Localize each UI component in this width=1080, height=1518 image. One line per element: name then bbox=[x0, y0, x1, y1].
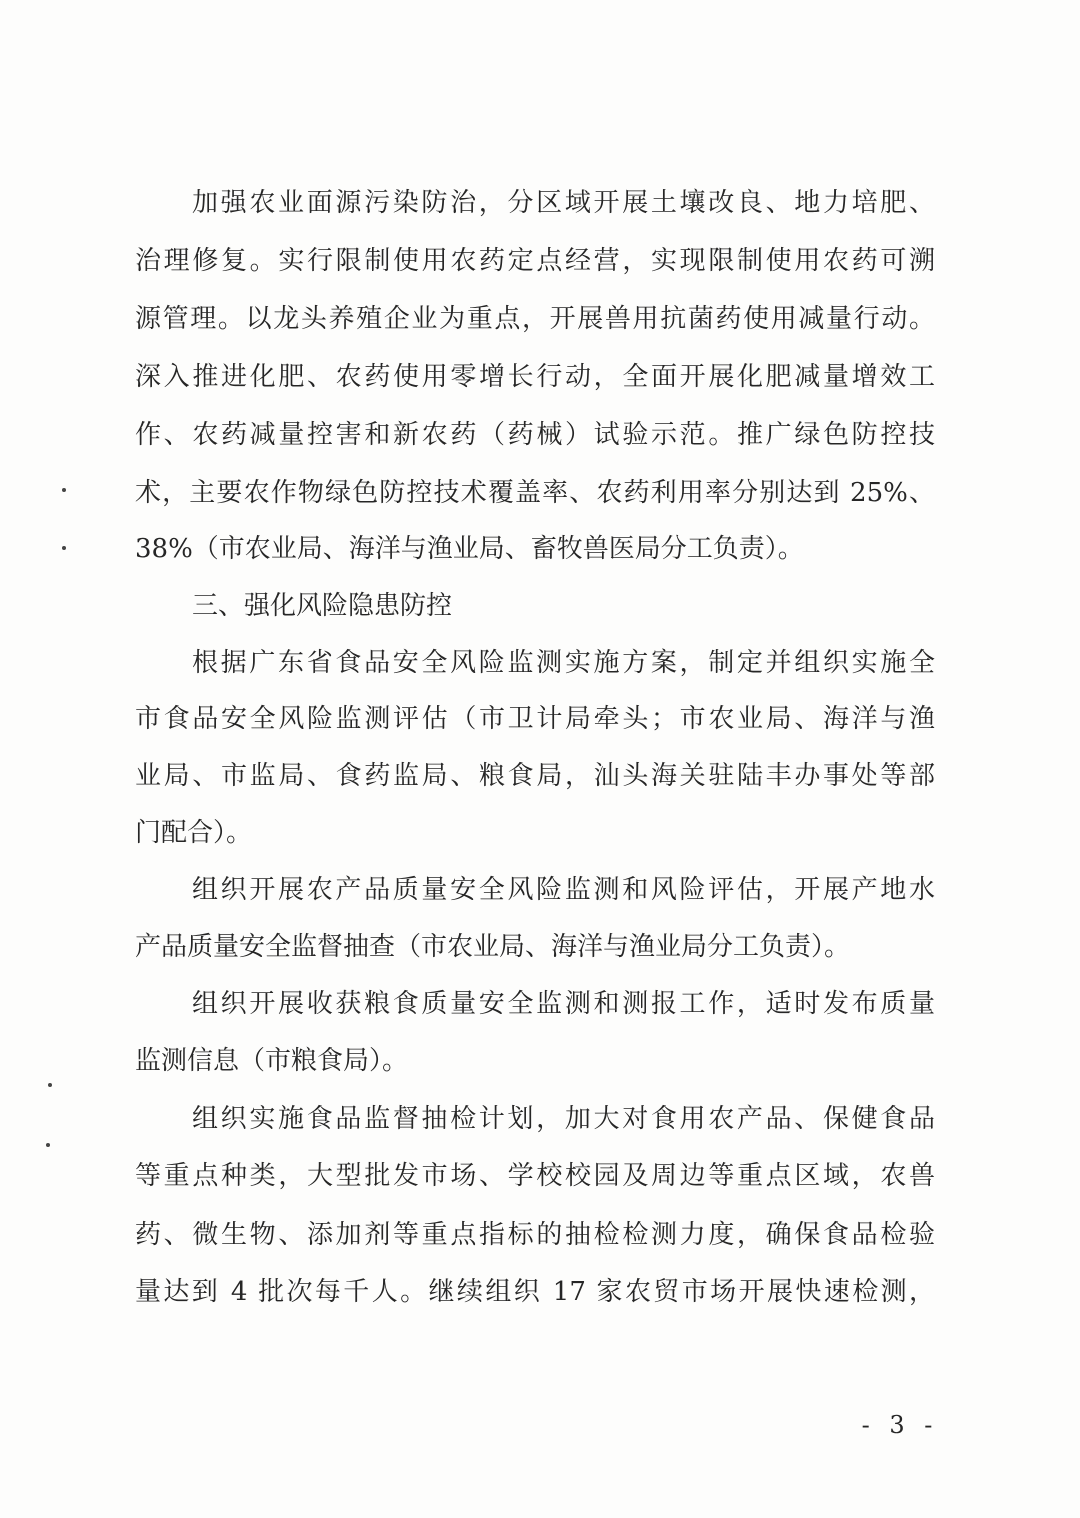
text-line: 产品质量安全监督抽查（市农业局、海洋与渔业局分工负责）。 bbox=[135, 932, 851, 962]
text-line: 业局、市监局、食药监局、粮食局，汕头海关驻陆丰办事处等部 bbox=[135, 761, 935, 791]
section-heading: 三、强化风险隐患防控 bbox=[192, 591, 453, 621]
text-line: 组织开展农产品质量安全风险监测和风险评估，开展产地水 bbox=[192, 875, 935, 905]
text-line: 作、农药减量控害和新农药（药械）试验示范。推广绿色防控技 bbox=[135, 420, 935, 450]
scan-speck bbox=[62, 546, 66, 550]
text-line: 组织实施食品监督抽检计划，加大对食用农产品、保健食品 bbox=[192, 1104, 935, 1134]
text-line: 治理修复。实行限制使用农药定点经营，实现限制使用农药可溯 bbox=[135, 246, 935, 276]
text-line: 市食品安全风险监测评估（市卫计局牵头；市农业局、海洋与渔 bbox=[135, 704, 935, 734]
scan-speck bbox=[46, 1143, 50, 1147]
text-line: 监测信息（市粮食局）。 bbox=[135, 1046, 409, 1076]
text-line: 组织开展收获粮食质量安全监测和测报工作，适时发布质量 bbox=[192, 989, 935, 1019]
text-line: 术，主要农作物绿色防控技术覆盖率、农药利用率分别达到 25%、 bbox=[135, 478, 935, 508]
scan-speck bbox=[62, 488, 66, 492]
scan-speck bbox=[48, 1083, 52, 1087]
text-line: 根据广东省食品安全风险监测实施方案，制定并组织实施全 bbox=[192, 648, 935, 678]
text-line: 深入推进化肥、农药使用零增长行动，全面开展化肥减量增效工 bbox=[135, 362, 935, 392]
text-line: 量达到 4 批次每千人。继续组织 17 家农贸市场开展快速检测， bbox=[135, 1277, 935, 1307]
page-number: - 3 - bbox=[861, 1411, 939, 1439]
text-line: 加强农业面源污染防治，分区域开展土壤改良、地力培肥、 bbox=[192, 188, 935, 218]
text-line: 药、微生物、添加剂等重点指标的抽检检测力度，确保食品检验 bbox=[135, 1220, 935, 1250]
text-line: 门配合）。 bbox=[135, 818, 253, 848]
text-line: 等重点种类，大型批发市场、学校校园及周边等重点区域，农兽 bbox=[135, 1161, 935, 1191]
text-line: 38%（市农业局、海洋与渔业局、畜牧兽医局分工负责）。 bbox=[135, 534, 804, 564]
text-line: 源管理。以龙头养殖企业为重点，开展兽用抗菌药使用减量行动。 bbox=[135, 304, 935, 334]
